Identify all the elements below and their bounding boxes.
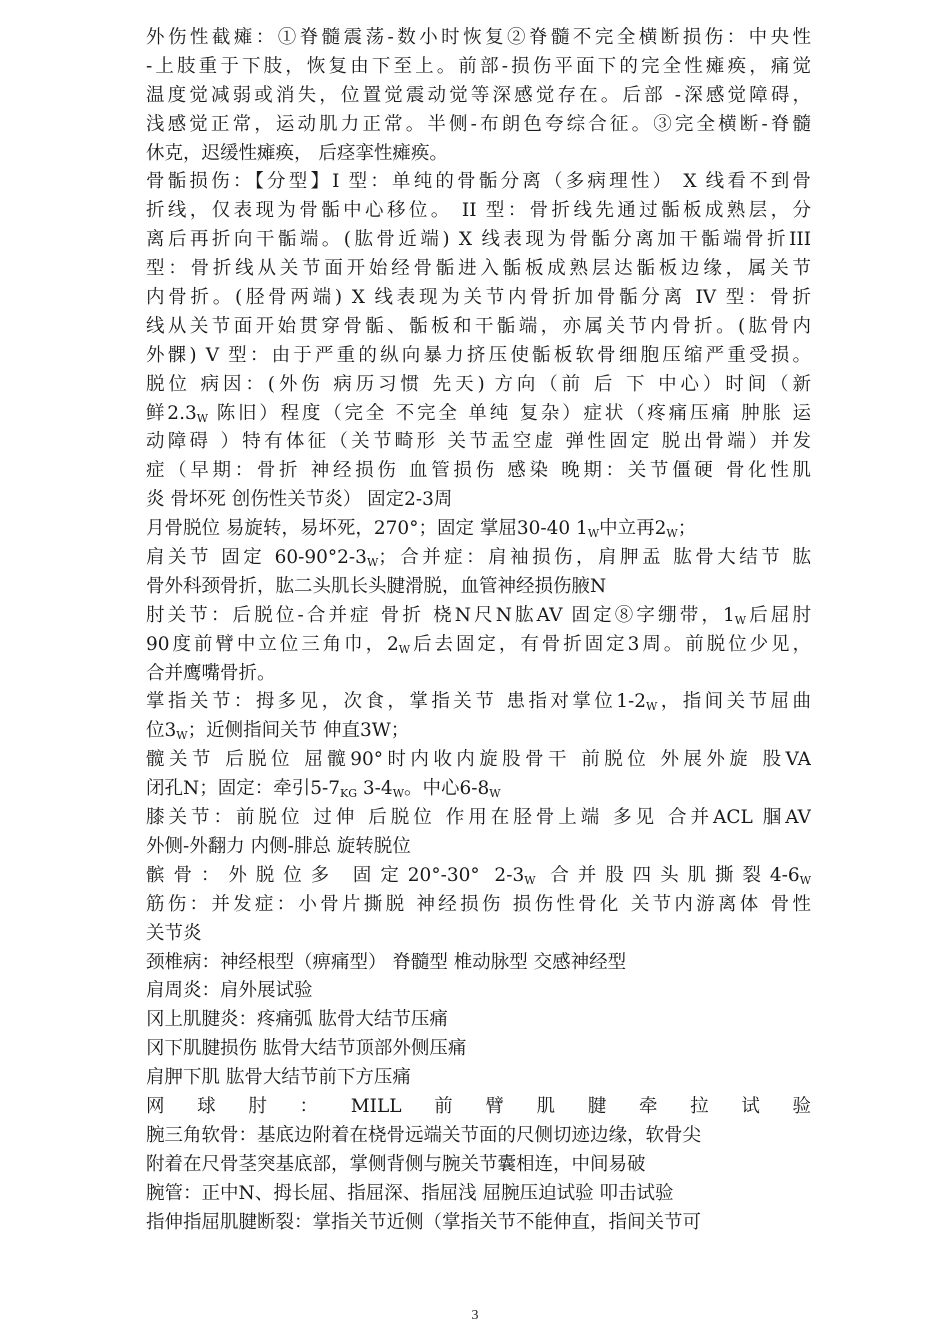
- text-segment: 冈上肌腱炎：疼痛弧 肱骨大结节压痛: [146, 1009, 448, 1031]
- text-line: [146, 949, 811, 978]
- text-segment: 关节炎: [146, 922, 202, 944]
- text-line: [146, 140, 811, 169]
- subscript: KG: [339, 787, 357, 801]
- text-line: [146, 746, 811, 775]
- text-segment: 浅感觉正常，运动肌力正常。半侧-布朗色夸综合征。③完全横断-脊髓: [146, 113, 811, 135]
- text-line: [146, 688, 811, 717]
- text-segment: 。中心6-8: [404, 778, 490, 800]
- subscript: W: [524, 873, 536, 887]
- text-line: [146, 515, 811, 544]
- text-line: [146, 1064, 811, 1093]
- text-segment: 颈椎病：神经根型（痹痛型） 脊髓型 椎动脉型 交感神经型: [146, 951, 627, 973]
- text-segment: 外侧-外翻力 内侧-腓总 旋转脱位: [146, 835, 411, 857]
- text-line: [146, 486, 811, 515]
- text-segment: ，指间关节屈曲: [657, 691, 811, 713]
- text-line: [146, 82, 811, 111]
- text-segment: 指伸指屈肌腱断裂：掌指关节近侧（掌指关节不能伸直，指间关节可: [146, 1211, 702, 1233]
- subscript: W: [176, 729, 188, 743]
- text-segment: 骨外科颈骨折，肱二头肌长头腱滑脱，血管神经损伤腋N: [146, 575, 607, 597]
- text-line: [146, 371, 811, 400]
- text-segment: 鲜2.3: [146, 402, 197, 424]
- text-line: [146, 197, 811, 226]
- text-segment: 膝关节：前脱位 过伸 后脱位 作用在胫骨上端 多见 合并ACL 腘AV: [146, 807, 811, 829]
- text-line: [146, 977, 811, 1006]
- text-line: [146, 1093, 811, 1122]
- text-segment: 外髁) V 型：由于严重的纵向暴力挤压使骺板软骨细胞压缩严重受损。: [146, 344, 811, 366]
- subscript: W: [196, 411, 209, 425]
- subscript: W: [799, 873, 811, 887]
- text-segment: 炎 骨坏死 创伤性关节炎） 固定2-3周: [146, 489, 453, 511]
- text-segment: 冈下肌腱损伤 肱骨大结节顶部外侧压痛: [146, 1038, 467, 1060]
- text-segment: 温度觉减弱或消失，位置觉震动觉等深感觉存在。后部 -深感觉障碍，: [146, 84, 811, 106]
- text-segment: 肩关节 固定 60-90°2-3: [146, 547, 367, 569]
- text-segment: 肩胛下肌 肱骨大结节前下方压痛: [146, 1067, 411, 1089]
- text-segment: 线从关节面开始贯穿骨骺、骺板和干骺端，亦属关节内骨折。(肱骨内: [146, 315, 811, 337]
- text-segment: 合并股四头肌撕裂4-6: [535, 864, 800, 886]
- text-line: [146, 602, 811, 631]
- text-line: [146, 862, 811, 891]
- text-line: [146, 833, 811, 862]
- text-segment: 后去固定，有骨折固定3周。前脱位少见，: [410, 633, 811, 655]
- text-segment: 90度前臂中立位三角巾，2: [146, 633, 399, 655]
- text-segment: 中立再2: [599, 518, 667, 540]
- subscript: W: [489, 787, 501, 801]
- text-segment: 月骨脱位 易旋转，易坏死，270°；固定 掌屈30-40 1: [146, 518, 588, 540]
- text-line: [146, 1122, 811, 1151]
- text-line: [146, 168, 811, 197]
- text-segment: 筋伤：并发症：小骨片撕脱 神经损伤 损伤性骨化 关节内游离体 骨性: [146, 893, 811, 915]
- text-segment: 症（早期：骨折 神经损伤 血管损伤 感染 晚期：关节僵硬 骨化性肌: [146, 460, 811, 482]
- text-line: [146, 400, 811, 429]
- text-line: [146, 457, 811, 486]
- subscript: W: [646, 700, 658, 714]
- text-line: [146, 1151, 811, 1180]
- text-line: [146, 1006, 811, 1035]
- text-line: [146, 891, 811, 920]
- text-line: [146, 775, 811, 804]
- text-segment: 闭孔N；固定：牵引5-7: [146, 778, 340, 800]
- text-line: [146, 1035, 811, 1064]
- page-number: 3: [471, 1308, 479, 1323]
- subscript: W: [587, 527, 600, 541]
- text-line: [146, 1180, 811, 1209]
- text-segment: 掌指关节：拇多见，次食，掌指关节 患指对掌位1-2: [146, 691, 647, 713]
- text-line: [146, 544, 811, 573]
- text-segment: 髋关节 后脱位 屈髋90°时内收内旋股骨干 前脱位 外展外旋 股VA: [146, 749, 811, 771]
- text-segment: 网球肘：MILL前臂肌腱牵拉试验: [146, 1095, 811, 1117]
- document-body: [146, 24, 811, 1237]
- subscript: W: [392, 787, 404, 801]
- text-segment: 内骨折。(胫骨两端) X 线表现为关节内骨折加骨骺分离 IV 型：骨折: [146, 287, 811, 309]
- text-segment: 折线，仅表现为骨骺中心移位。 II 型：骨折线先通过骺板成熟层，分: [146, 200, 811, 222]
- text-segment: 后屈肘: [746, 604, 811, 626]
- text-segment: 离后再折向干骺端。(肱骨近端) X 线表现为骨骺分离加干骺端骨折III: [146, 229, 811, 251]
- text-segment: 型：骨折线从关节面开始经骨骺进入骺板成熟层达骺板边缘，属关节: [146, 258, 811, 280]
- text-line: [146, 1209, 811, 1238]
- subscript: W: [666, 527, 678, 541]
- text-segment: ；近侧指间关节 伸直3W；: [187, 720, 410, 742]
- text-segment: 外伤性截瘫：①脊髓震荡-数小时恢复②脊髓不完全横断损伤：中央性: [146, 27, 811, 48]
- text-line: [146, 804, 811, 833]
- subscript: W: [734, 613, 747, 627]
- text-segment: 髌骨：外脱位多 固定20°-30° 2-3: [146, 864, 525, 886]
- text-segment: 附着在尺骨茎突基底部，掌侧背侧与腕关节囊相连，中间易破: [146, 1153, 646, 1175]
- text-line: [146, 660, 811, 689]
- text-segment: 肘关节：后脱位-合并症 骨折 桡N尺N肱AV 固定⑧字绷带，1: [146, 604, 735, 626]
- text-segment: 脱位 病因：(外伤 病历习惯 先天) 方向（前 后 下 中心）时间（新: [146, 373, 811, 395]
- text-line: [146, 313, 811, 342]
- text-line: [146, 111, 811, 140]
- text-segment: ；: [677, 518, 697, 540]
- text-line: [146, 255, 811, 284]
- text-segment: 腕管：正中N、拇长屈、指屈深、指屈浅 屈腕压迫试验 叩击试验: [146, 1182, 674, 1204]
- text-segment: 休克，迟缓性瘫痪， 后痉挛性瘫痪。: [146, 142, 448, 164]
- text-segment: -上肢重于下肢，恢复由下至上。前部-损伤平面下的完全性瘫痪，痛觉: [146, 55, 811, 77]
- text-segment: 动障碍 ）特有体征（关节畸形 关节盂空虚 弹性固定 脱出骨端）并发: [146, 431, 811, 453]
- text-line: [146, 920, 811, 949]
- text-segment: 位3: [146, 720, 177, 742]
- text-line: [146, 631, 811, 660]
- subscript: W: [398, 642, 411, 656]
- text-line: [146, 284, 811, 313]
- text-line: [146, 342, 811, 371]
- text-segment: ；合并症：肩袖损伤，肩胛盂 肱骨大结节 肱: [378, 547, 811, 569]
- text-line: [146, 428, 811, 457]
- text-segment: 陈旧）程度（完全 不完全 单纯 复杂）症状（疼痛压痛 肿胀 运: [208, 402, 811, 424]
- text-line: [146, 24, 811, 53]
- text-line: [146, 53, 811, 82]
- text-segment: 腕三角软骨：基底边附着在桡骨远端关节面的尺侧切迹边缘，软骨尖: [146, 1124, 702, 1146]
- text-line: [146, 226, 811, 255]
- text-line: [146, 573, 811, 602]
- text-segment: 合并鹰嘴骨折。: [146, 662, 276, 684]
- text-segment: 肩周炎：肩外展试验: [146, 980, 313, 1002]
- text-segment: 3-4: [357, 778, 393, 800]
- text-line: [146, 717, 811, 746]
- subscript: W: [366, 556, 379, 570]
- text-segment: 骨骺损伤：【分型】I 型：单纯的骨骺分离（多病理性） X 线看不到骨: [146, 171, 811, 193]
